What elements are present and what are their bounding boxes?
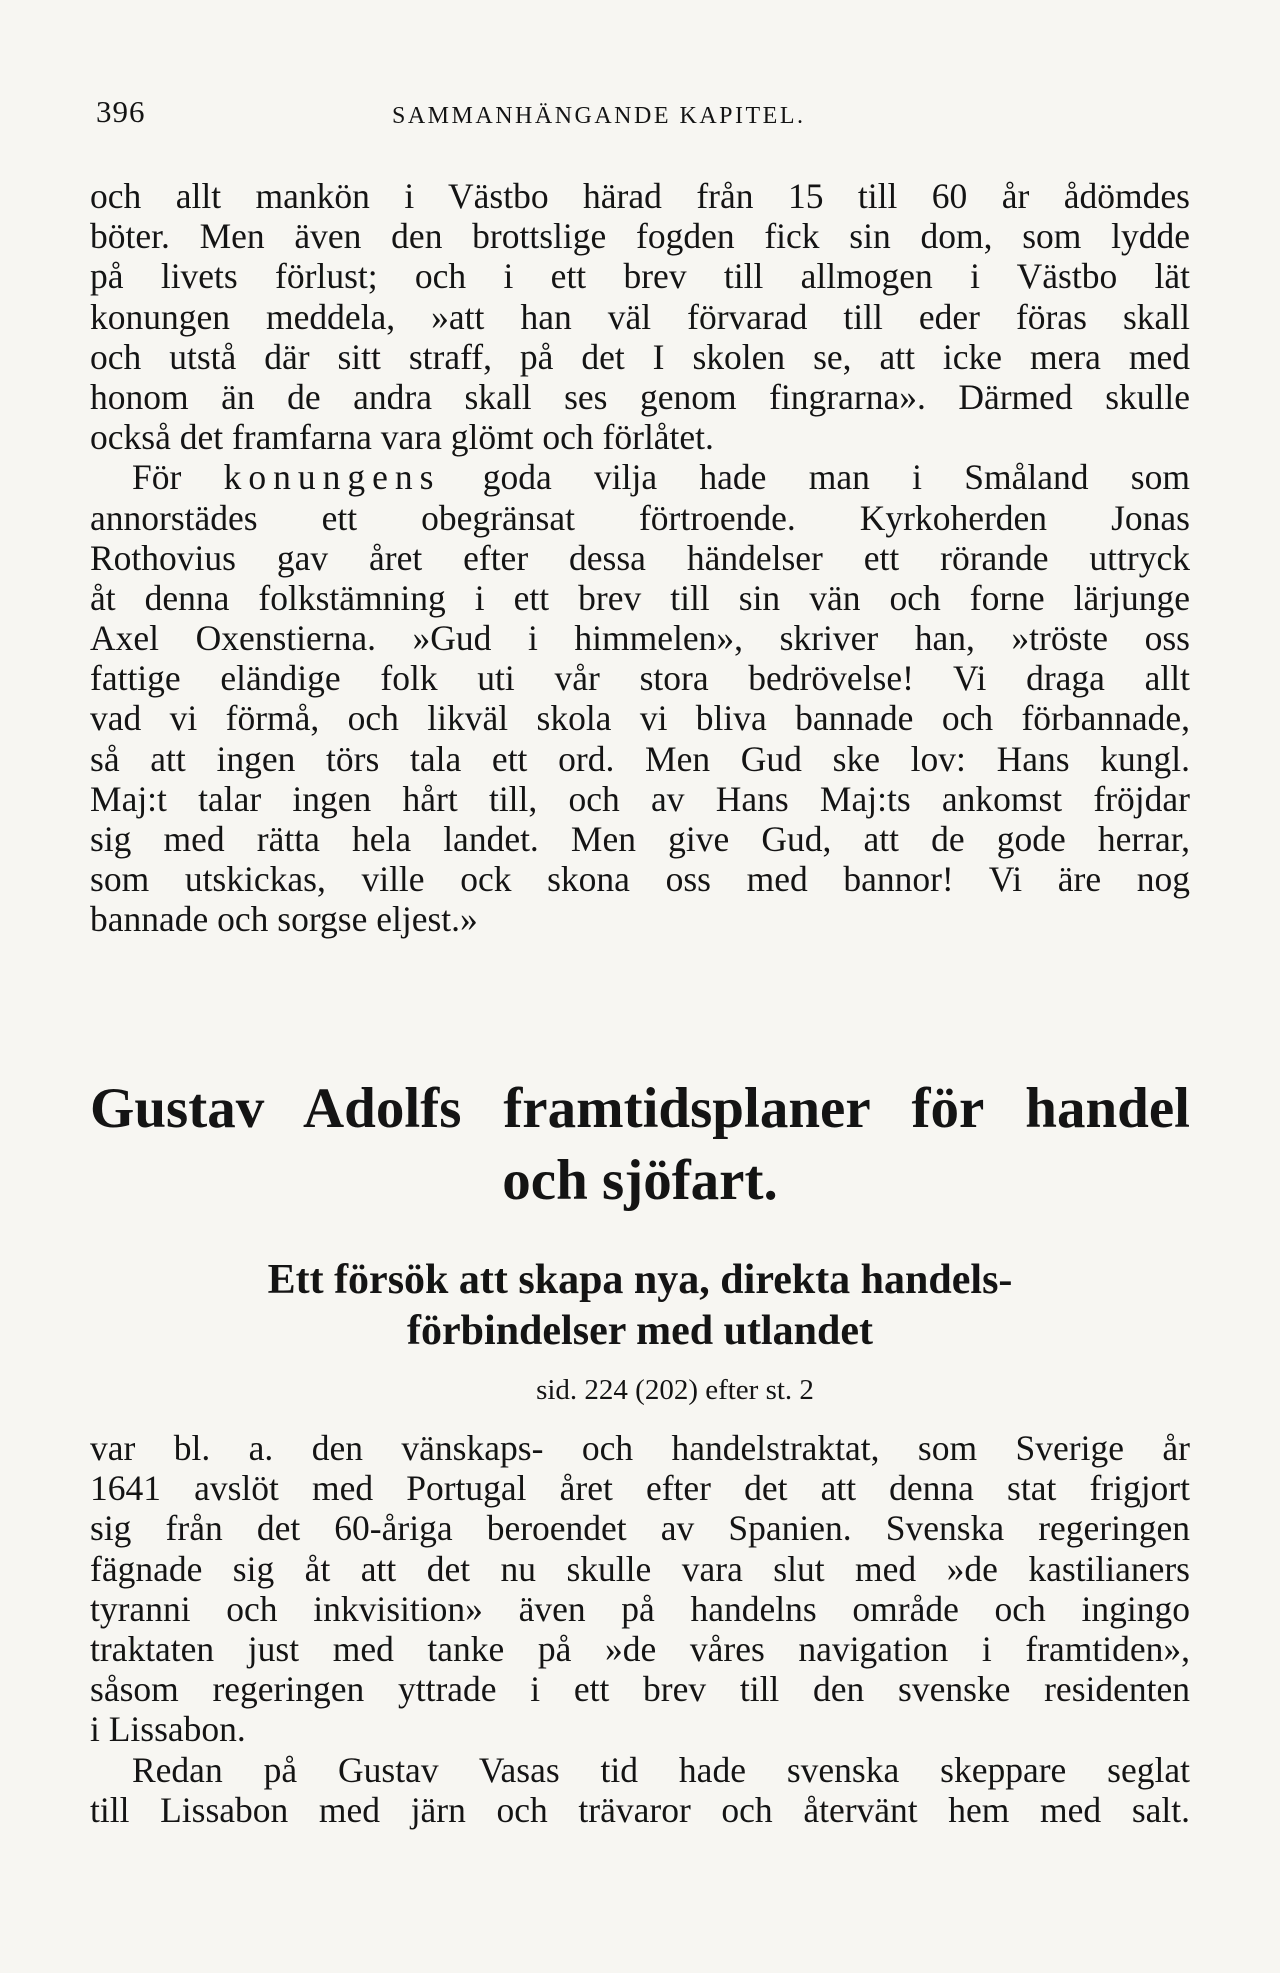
text-line: och allt mankön i Västbo härad från 15 till 60 år ådömdes [90, 176, 1190, 216]
text-line: konungen meddela, »att han väl förvarad till eder föras skall [90, 296, 1190, 337]
page-number: 396 [96, 94, 146, 129]
section2-text [90, 1428, 1190, 1830]
text-line: Redan på Gustav Vasas tid hade svenska skeppare seglat [132, 1749, 1190, 1790]
text-line: var bl. a. den vänskaps- och handelstraktat, som Sverige år [90, 1428, 1190, 1468]
text-line: och utstå där sitt straff, på det I skolen se, att icke mera med [90, 336, 1190, 377]
subtitle-line: förbindelser med utlandet [407, 1308, 873, 1354]
chapter-title-line: Gustav Adolfs framtidsplaner för handel [90, 1077, 1190, 1140]
text-line: tyranni och inkvisition» även på handelns område och ingingo [90, 1588, 1190, 1629]
text-line: som utskickas, ville ock skona oss med bannor! Vi äre nog [90, 859, 1190, 900]
text-line: Maj:t talar ingen hårt till, och av Hans Maj:ts ankomst fröjdar [90, 778, 1190, 819]
text-line: sig från det 60-åriga beroendet av Spanien. Svenska regeringen [90, 1508, 1190, 1549]
paragraph [90, 1428, 1190, 1750]
text-fragment: För [132, 457, 224, 498]
running-title: SAMMANHÄNGANDE KAPITEL. [392, 103, 806, 129]
paragraph [90, 176, 1190, 457]
chapter-title [90, 1073, 1190, 1217]
text-line: sig med rätta hela landet. Men give Gud, att de gode herrar, [90, 819, 1190, 859]
text-line: såsom regeringen yttrade i ett brev till den svenske residenten [90, 1669, 1190, 1710]
text-line: också det framfarna vara glömt och förlåtet. [90, 417, 714, 458]
running-head [96, 94, 1186, 134]
text-line: vad vi förmå, och likväl skola vi bliva bannade och förbannade, [90, 698, 1190, 739]
text-line [90, 457, 1190, 497]
text-line: bannade och sorgse eljest.» [90, 899, 478, 940]
chapter-title-line: och sjöfart. [502, 1149, 778, 1212]
text-line: annorstädes ett obegränsat förtroende. Kyrkoherden Jonas [90, 497, 1190, 538]
text-line: fattige eländige folk uti vår stora bedrövelse! Vi draga allt [90, 658, 1190, 699]
text-line: fägnade sig åt att det nu skulle vara slut med »de kastilianers [90, 1548, 1190, 1589]
text-line: på livets förlust; och i ett brev till allmogen i Västbo lät [90, 256, 1190, 297]
paragraph [90, 1750, 1190, 1830]
text-line: så att ingen törs tala ett ord. Men Gud ske lov: Hans kungl. [90, 738, 1190, 779]
text-line: 1641 avslöt med Portugal året efter det att denna stat frigjort [90, 1468, 1190, 1509]
text-line: traktaten just med tanke på »de våres navigation i framtiden», [90, 1628, 1190, 1669]
page-reference: sid. 224 (202) efter st. 2 [536, 1374, 814, 1406]
spaced-emphasis: konungens [223, 457, 441, 498]
text-line: åt denna folkstämning i ett brev till sin vän och forne lärjunge [90, 577, 1190, 618]
text-line: till Lissabon med järn och trävaror och återvänt hem med salt. [90, 1789, 1190, 1830]
chapter-subtitle [90, 1255, 1190, 1357]
subtitle-line: Ett försök att skapa nya, direkta handels- [267, 1257, 1013, 1303]
text-line: honom än de andra skall ses genom fingrarna». Därmed skulle [90, 376, 1190, 417]
text-line: böter. Men även den brottslige fogden fick sin dom, som lydde [90, 216, 1190, 257]
text-fragment: goda vilja hade man i Småland som [440, 457, 1190, 498]
text-line: Rothovius gav året efter dessa händelser ett rörande uttryck [90, 537, 1190, 578]
paragraph [90, 457, 1190, 939]
text-line: i Lissabon. [90, 1709, 246, 1750]
text-line: Axel Oxenstierna. »Gud i himmelen», skriver han, »tröste oss [90, 618, 1190, 659]
section1-text [90, 176, 1190, 940]
